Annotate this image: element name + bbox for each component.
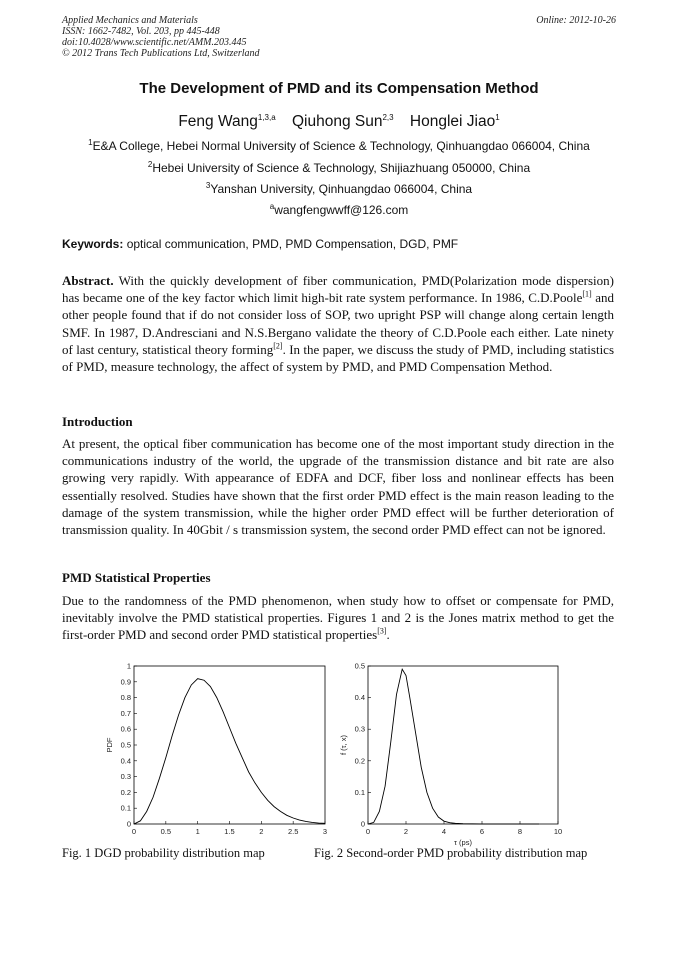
copyright-line: © 2012 Trans Tech Publications Ltd, Switzerland — [62, 48, 260, 59]
x-tick-label: 2 — [259, 827, 264, 836]
x-tick-label: 2.5 — [287, 827, 299, 836]
y-tick-label: 0.9 — [120, 677, 131, 687]
y-tick-label: 0.7 — [120, 708, 131, 718]
author: Feng Wang$^{1,3,a}$ — [178, 112, 276, 130]
y-tick-label: 0 — [126, 819, 131, 829]
y-tick-label: 0.5 — [354, 661, 365, 671]
x-tick-label: 0 — [131, 827, 137, 836]
citation[interactable]: [3] — [377, 627, 387, 637]
online-date: Online: 2012-10-26 — [536, 15, 616, 26]
x-tick-label: 0.5 — [160, 827, 172, 836]
section-heading-introduction: Introduction — [62, 414, 133, 429]
issn-line: ISSN: 1662-7482, Vol. 203, pp 445-448 — [62, 26, 220, 37]
abstract-label: Abstract. — [62, 273, 114, 288]
y-tick-label: 0.3 — [354, 724, 365, 734]
y-tick-label: 0 — [360, 819, 365, 829]
section-heading-pmd: PMD Statistical Properties — [62, 570, 211, 585]
figure-2-second-order-pmd-chart — [339, 656, 580, 847]
x-tick-label: 10 — [553, 827, 563, 836]
figure-1-caption: Fig. 1 DGD probability distribution map — [62, 846, 265, 860]
y-tick-label: 0.4 — [354, 693, 365, 703]
y-tick-label: 0.4 — [120, 756, 131, 766]
author: Honglei Jiao$^1$ — [409, 112, 500, 130]
figure-2-caption: Fig. 2 Second-order PMD probability distribution map — [314, 846, 588, 860]
plot-frame — [134, 666, 325, 824]
x-tick-label: 2 — [403, 827, 409, 836]
keywords: Keywords: optical communication, PMD, PMD Compensation, DGD, PMF — [62, 237, 459, 251]
y-tick-label: 0.5 — [120, 740, 131, 750]
data-series-line — [134, 679, 325, 824]
abstract: Abstract. With the quickly development of fiber communication, PMD(Polarization mode dispersion) has became one of the key factor which limit high-bit rate system performance. In 1986, C.D.Poole[1] and other people found that if do not consider loss of SOP, two upright PSP will change along certain length SMF. In 1987, D.Andresciani and N.S.Bergano validate the theory of C.D.Poole each either. Late ninety of last century, statistical theory forming[2]. In the paper, we discuss the study of PMD, including statistics of PMD, measure technology, the affect of system by PMD, and PMD Compensation Method. — [62, 273, 615, 375]
y-tick-label: 0.1 — [120, 803, 131, 813]
x-tick-label: 6 — [479, 827, 485, 836]
x-tick-label: 0 — [365, 827, 371, 836]
x-tick-label: 1.5 — [224, 827, 235, 836]
affiliation: $^2$Hebei University of Science & Technology, Shijiazhuang 050000, China — [147, 160, 531, 175]
x-tick-label: 4 — [441, 827, 447, 836]
journal-header — [62, 15, 260, 59]
figure-1-dgd-chart — [100, 656, 340, 842]
paper-title: The Development of PMD and its Compensation Method — [139, 80, 539, 97]
x-axis-label: τ (ps) — [454, 838, 472, 847]
y-tick-label: 0.8 — [120, 693, 131, 703]
y-axis-label: f (τ, x) — [339, 734, 348, 756]
x-tick-label: 8 — [517, 827, 523, 836]
y-tick-label: 0.3 — [120, 772, 131, 782]
y-tick-label: 0.2 — [354, 756, 365, 766]
plot-frame — [368, 666, 558, 824]
data-series-line — [368, 669, 539, 824]
y-axis-label: PDF — [105, 737, 114, 753]
y-tick-label: 0.6 — [120, 724, 131, 734]
journal-name: Applied Mechanics and Materials — [62, 15, 198, 26]
introduction-text: At present, the optical fiber communication has become one of the most important study direction in the communications industry of the world, the upgrade of the transmission distance and bit rate are also growing very rapidly. With appearance of EDFA and DCF, fiber loss and nonlinear effects has been essentially resolved. Studies have shown that the first order PMD effect is the main reason leading to the damage of the system transmission, while the higher order PMD effect will be further deterioration of transmission quality. In 40Gbit / s transmission system, the second order PMD effect can not be ignored. — [62, 436, 614, 538]
author-email[interactable]: $^a$wangfengwwff@126.com — [269, 202, 409, 217]
author-list — [0, 113, 678, 131]
affiliation: $^1$E&A College, Hebei Normal University of Science & Technology, Qinhuangdao 066004, China — [88, 138, 590, 153]
pmd-text: Due to the randomness of the PMD phenomenon, when study how to offset or compensate for PMD, inevitably involve the PMD statistical properties. Figures 1 and 2 is the Jones matrix method to get the first-order PMD and second order PMD statistical properties[3]. — [62, 593, 614, 643]
affiliation: $^3$Yanshan University, Qinhuangdao 066004, China — [205, 181, 473, 196]
citation[interactable]: [2] — [273, 341, 283, 351]
x-tick-label: 3 — [322, 827, 328, 836]
citation[interactable]: [1] — [582, 289, 592, 299]
doi-line[interactable]: doi:10.4028/www.scientific.net/AMM.203.445 — [62, 37, 247, 48]
y-tick-label: 0.2 — [120, 787, 131, 797]
author: Qiuhong Sun$^{2,3}$ — [291, 112, 394, 130]
y-tick-label: 1 — [126, 661, 131, 671]
x-tick-label: 1 — [195, 827, 200, 836]
y-tick-label: 0.1 — [354, 787, 365, 797]
